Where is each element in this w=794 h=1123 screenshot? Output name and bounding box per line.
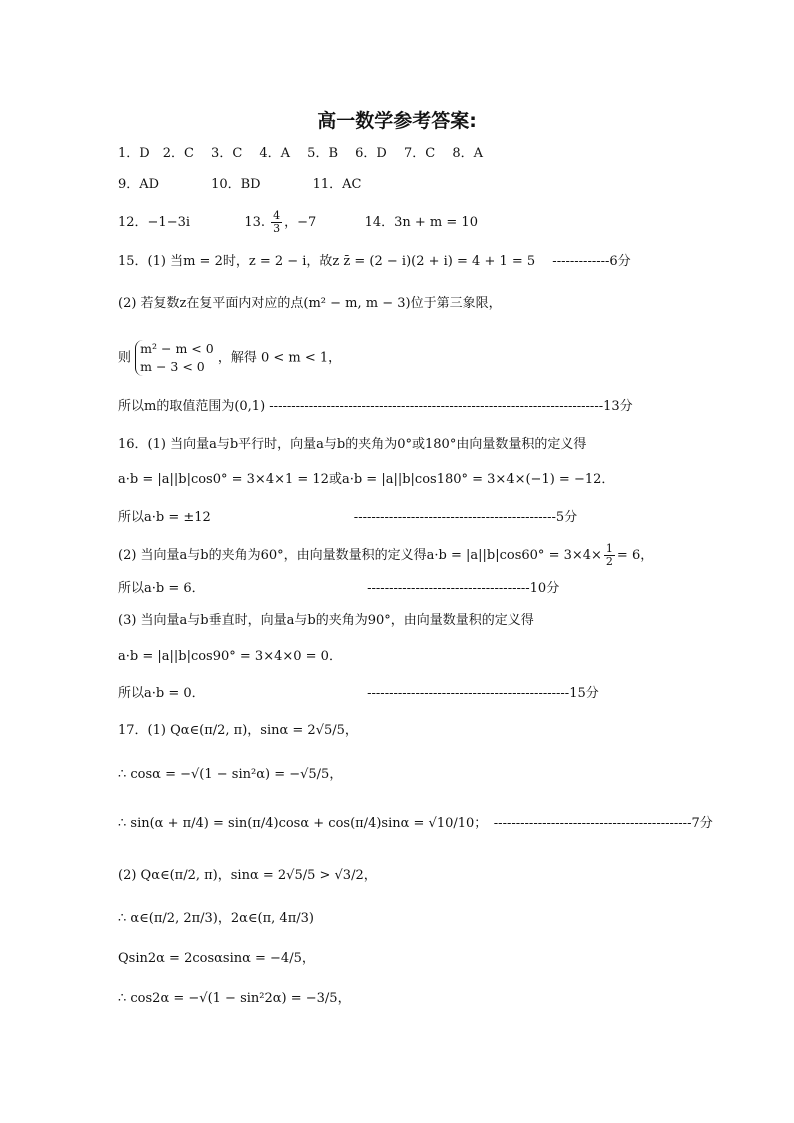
half-fraction: $\frac{1}{2}$ <box>605 542 613 568</box>
q17-part2-sin2a: Qsin2α = 2cosαsinα = −4/5， <box>118 951 315 966</box>
answers-1-8: 1．D 2．C 3．C 4．A 5．B 6．D 7．C 8．A <box>118 146 483 161</box>
page-title: 高一数学参考答案: <box>317 110 477 132</box>
q16-part2: (2) 当向量a与b的夹角为60°，由向量数量积的定义得a·b = |a||b|cos60° = 3×4× $\frac{1}{2}$ = 6， <box>118 542 654 568</box>
answer-12: 12．−1−3i <box>118 215 191 230</box>
q17-part2-given: (2) Qα∈(π/2, π)，sinα = 2√5/5 > √3/2， <box>118 868 377 883</box>
q15-part1: 15．(1) 当m = 2时，z = 2 − i，故z z̄ = (2 − i)(2 + i) = 4 + 1 = 5 -------------6分 <box>118 254 631 269</box>
q16-part3-result: 所以a·b = 0． ----------------------------------------------15分 <box>118 686 599 701</box>
answer-13-fraction: $\frac{4}{3}$ <box>273 209 281 235</box>
q15-part2: (2) 若复数z在复平面内对应的点(m² − m, m − 3)位于第三象限， <box>118 296 502 311</box>
q16-part2-result: 所以a·b = 6． -------------------------------------10分 <box>118 581 560 596</box>
q17-part1-result: ∴ sin(α + π/4) = sin(π/4)cosα + cos(π/4)sinα = √10/10； ---------------------------------------------7分 <box>118 816 713 831</box>
q17-part1-given: 17．(1) Qα∈(π/2, π)，sinα = 2√5/5， <box>118 723 358 738</box>
inequality-system: m² − m < 0 m − 3 < 0 <box>135 340 214 376</box>
q17-part1-cos: ∴ cosα = −√(1 − sin²α) = −√5/5， <box>118 767 343 782</box>
answer-13-label: 13. <box>244 215 265 230</box>
q15-conclusion: 所以m的取值范围为(0,1) ----------------------------------------------------------------------------13分 <box>118 399 633 414</box>
answer-14: 14．3n + m = 10 <box>364 215 478 230</box>
q17-part2-range: ∴ α∈(π/2, 2π/3)，2α∈(π, 4π/3) <box>118 911 314 926</box>
answer-13-rest: ，−7 <box>284 215 317 230</box>
answers-9-11: 9．AD 10．BD 11．AC <box>118 177 362 192</box>
q16-part1: 16．(1) 当向量a与b平行时，向量a与b的夹角为0°或180°由向量数量积的定义得 <box>118 437 587 452</box>
q17-part2-cos2a: ∴ cos2α = −√(1 − sin²2α) = −3/5， <box>118 991 351 1006</box>
q16-part3-calc: a·b = |a||b|cos90° = 3×4×0 = 0． <box>118 649 342 664</box>
q16-part3: (3) 当向量a与b垂直时，向量a与b的夹角为90°，由向量数量积的定义得 <box>118 613 534 628</box>
q16-part1-calc: a·b = |a||b|cos0° = 3×4×1 = 12或a·b = |a||b|cos180° = 3×4×(−1) = −12． <box>118 472 615 487</box>
q15-system: 则 m² − m < 0 m − 3 < 0 ，解得 0 < m < 1， <box>118 341 342 374</box>
answers-12-14 <box>118 210 478 235</box>
q16-part1-result: 所以a·b = ±12 ----------------------------------------------5分 <box>118 510 578 525</box>
